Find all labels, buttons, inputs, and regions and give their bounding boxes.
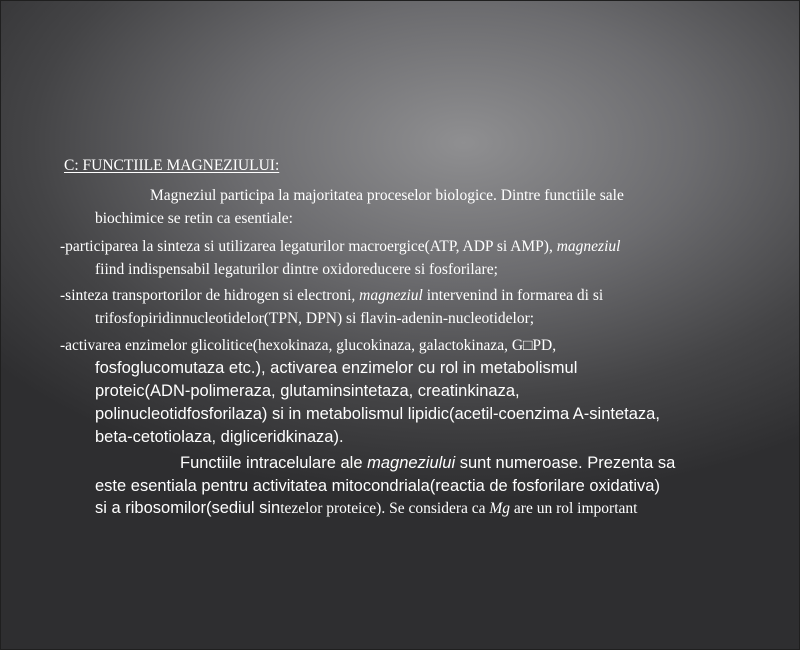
- section-heading: C: FUNCTIILE MAGNEZIULUI:: [64, 157, 280, 174]
- final-text-a: Functiile intracelulare ale: [180, 454, 368, 472]
- intro-line-2: biochimice se retin ca esentiale:: [95, 210, 293, 227]
- bullet-transport-line-1: [60, 286, 603, 306]
- bullet-enzymes-line-5: beta-cetotiolaza, digliceridkinaza).: [95, 428, 344, 446]
- bullet-macroergic-line-1: [60, 237, 620, 257]
- mg-italic: Mg: [489, 500, 511, 517]
- bullet-enzymes-line-1: -activarea enzimelor glicolitice(hexokinaza, glucokinaza, galactokinaza, G□PD,: [60, 337, 557, 354]
- final-text-sans: si a ribosomilor(sediul sin: [95, 499, 281, 517]
- final-text-b: sunt numeroase. Prezenta sa: [455, 454, 676, 472]
- final-text-end: are un rol important: [510, 500, 638, 517]
- final-text-serif: tezelor proteice). Se considera ca: [280, 500, 490, 517]
- bullet-enzymes-line-4: polinucleotidfosforilaza) si in metabolismul lipidic(acetil-coenzima A-sintetaza,: [95, 405, 660, 423]
- magneziului-italic: magneziului: [367, 454, 456, 472]
- bullet-macroergic-line-2: fiind indispensabil legaturilor dintre oxidoreducere si fosforilare;: [95, 261, 498, 278]
- bullet-transport-line-2: trifosfopiridinnucleotidelor(TPN, DPN) si flavin-adenin-nucleotidelor;: [95, 310, 535, 327]
- bullet-transport-text-a: -sinteza transportorilor de hidrogen si electroni,: [60, 287, 360, 304]
- final-line-2: este esentiala pentru activitatea mitocondriala(reactia de fosforilare oxidativa): [95, 477, 660, 495]
- magneziul-italic: magneziul: [556, 238, 621, 255]
- bullet-enzymes-line-2: fosfoglucomutaza etc.), activarea enzimelor cu rol in metabolismul: [95, 359, 578, 377]
- bullet-enzymes-line-3: proteic(ADN-polimeraza, glutaminsintetaza, creatinkinaza,: [95, 382, 520, 400]
- final-line-1: [180, 453, 675, 473]
- final-line-3: [95, 498, 637, 519]
- magneziul-italic: magneziul: [359, 287, 423, 304]
- intro-line-1: Magneziul participa la majoritatea proceselor biologice. Dintre functiile sale: [150, 187, 624, 204]
- bullet-transport-text-b: intervenind in formarea di si: [422, 287, 604, 304]
- bullet-macroergic-text: -participarea la sinteza si utilizarea legaturilor macroergice(ATP, ADP si AMP),: [60, 238, 557, 255]
